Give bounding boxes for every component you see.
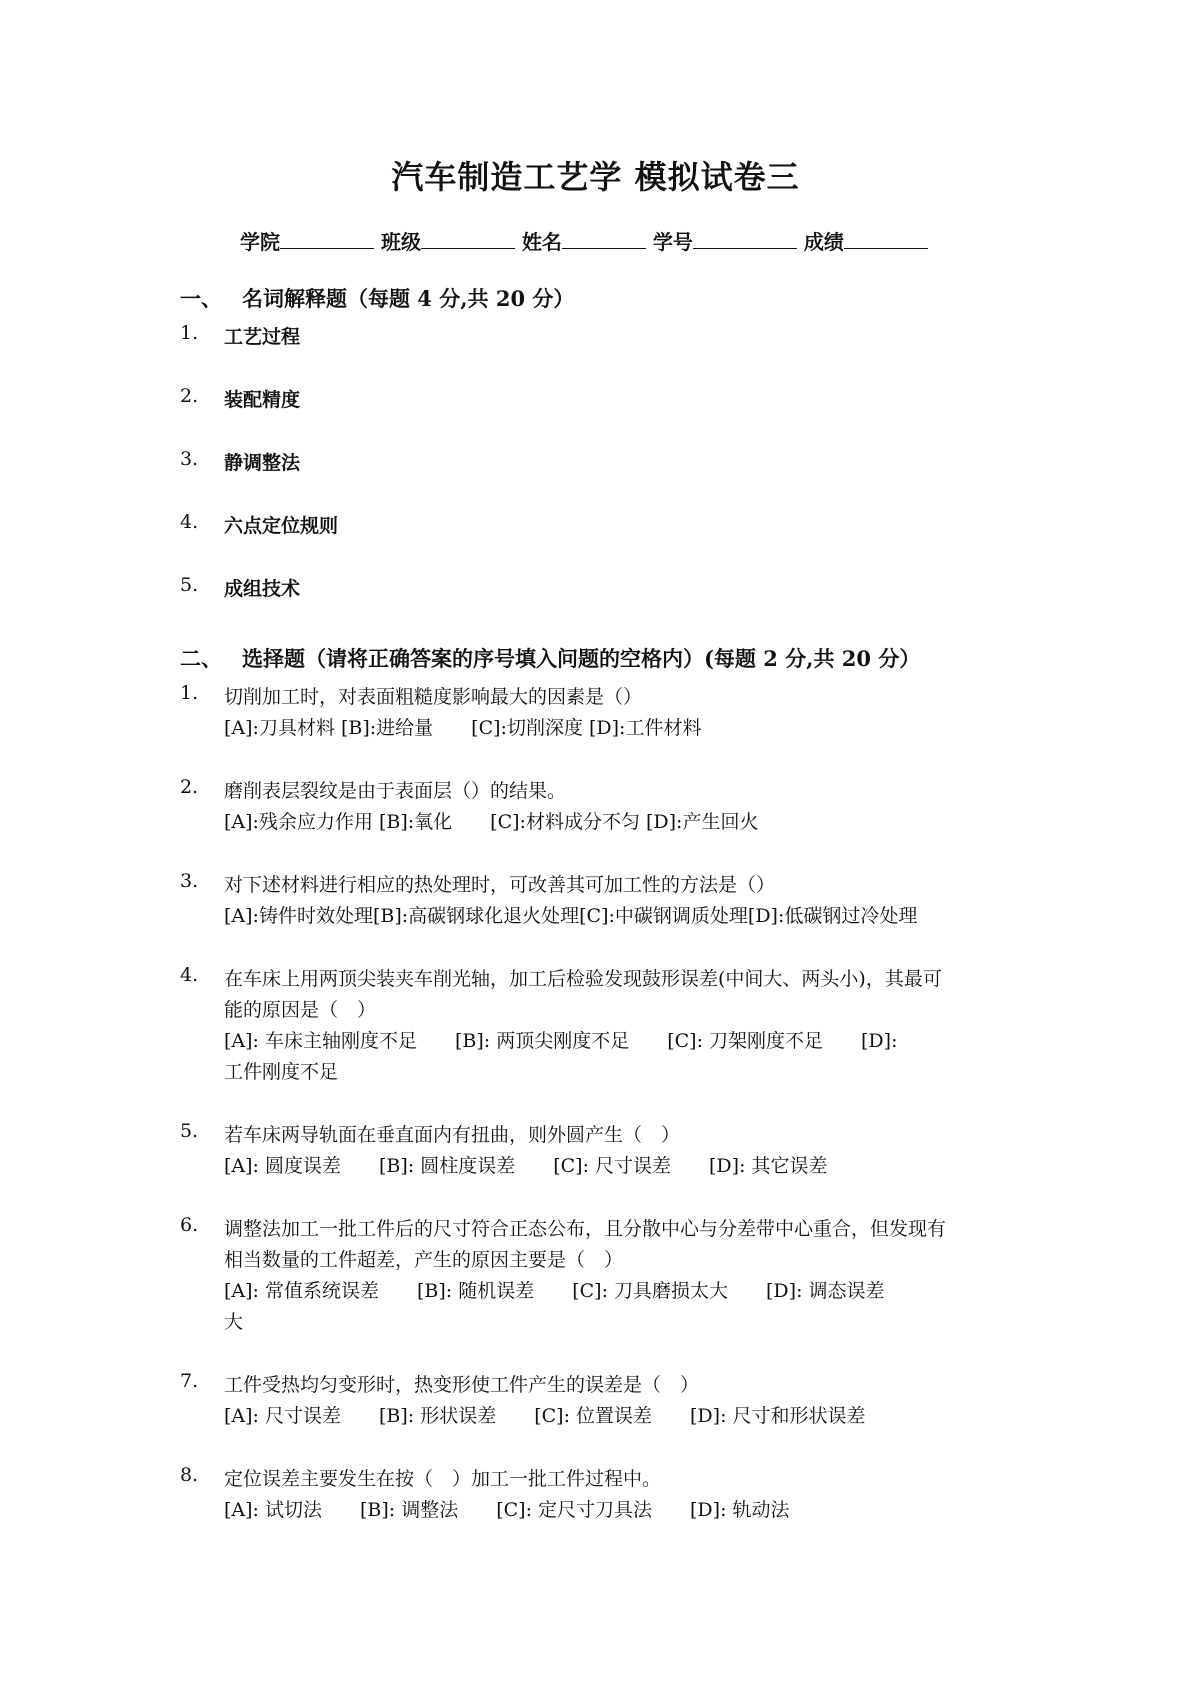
- question-index: 5.: [180, 1120, 199, 1142]
- section-2-title: 选择题（请将正确答案的序号填入问题的空格内）(每题 2 分,共 20 分）: [242, 646, 921, 671]
- question-text-line: 若车床两导轨面在垂直面内有扭曲，则外圆产生（ ）: [224, 1124, 681, 1146]
- question-options: [A]: 试切法 [B]: 调整法 [C]: 定尺寸刀具法 [D]: 轨动法: [224, 1499, 790, 1521]
- question-options: [A]:铸件时效处理[B]:高碳钢球化退火处理[C]:中碳钢调质处理[D]:低碳钢过冷处理: [224, 905, 918, 927]
- page-title: 汽车制造工艺学 模拟试卷三: [391, 158, 800, 196]
- term-text: 静调整法: [224, 452, 301, 474]
- college-blank[interactable]: [280, 230, 374, 249]
- question-body: [224, 1464, 790, 1526]
- student-info-line: [240, 226, 928, 255]
- term-text: 装配精度: [224, 389, 301, 411]
- question-body: [224, 682, 701, 744]
- score-label: 成绩: [803, 230, 844, 254]
- question-index: 8.: [180, 1464, 199, 1486]
- question-body: [224, 1370, 866, 1432]
- term-text: 六点定位规则: [224, 515, 339, 537]
- question-body: [224, 1120, 828, 1182]
- question-index: 1.: [180, 682, 199, 704]
- question-text-line: 磨削表层裂纹是由于表面层（）的结果。: [224, 780, 567, 802]
- student-id-label: 学号: [652, 230, 693, 254]
- question-options: [A]: 车床主轴刚度不足 [B]: 两顶尖刚度不足 [C]: 刀架刚度不足 [D]:: [224, 1030, 898, 1052]
- term-index: 5.: [180, 574, 199, 596]
- student-id-blank[interactable]: [693, 230, 797, 249]
- question-text-line: 工件受热均匀变形时，热变形使工件产生的误差是（ ）: [224, 1374, 700, 1396]
- class-blank[interactable]: [421, 230, 515, 249]
- question-options: [A]: 尺寸误差 [B]: 形状误差 [C]: 位置误差 [D]: 尺寸和形状误差: [224, 1405, 866, 1427]
- question-index: 4.: [180, 964, 199, 986]
- question-text-line: 大: [224, 1311, 244, 1333]
- question-options: [A]: 圆度误差 [B]: 圆柱度误差 [C]: 尺寸误差 [D]: 其它误差: [224, 1155, 828, 1177]
- question-body: [224, 776, 758, 838]
- question-text-line: 能的原因是（ ）: [224, 999, 377, 1021]
- question-text-line: 相当数量的工件超差，产生的原因主要是（ ）: [224, 1249, 624, 1271]
- section-1-title: 名词解释题（每题 4 分,共 20 分）: [242, 286, 575, 311]
- term-index: 2.: [180, 385, 199, 407]
- score-blank[interactable]: [844, 230, 928, 249]
- class-label: 班级: [380, 230, 421, 254]
- question-text-line: 对下述材料进行相应的热处理时，可改善其可加工性的方法是（）: [224, 874, 776, 896]
- question-body: [224, 870, 917, 932]
- name-blank[interactable]: [562, 230, 646, 249]
- question-body: [224, 964, 942, 1088]
- question-body: [224, 1214, 946, 1338]
- term-index: 4.: [180, 511, 199, 533]
- question-text-line: 切削加工时，对表面粗糙度影响最大的因素是（）: [224, 686, 643, 708]
- question-options: [A]:刀具材料 [B]:进给量 [C]:切削深度 [D]:工件材料: [224, 717, 702, 739]
- question-index: 3.: [180, 870, 199, 892]
- question-options: [A]: 常值系统误差 [B]: 随机误差 [C]: 刀具磨损太大 [D]: 调态误差: [224, 1280, 885, 1302]
- question-text-line: 工件刚度不足: [224, 1061, 339, 1083]
- question-index: 2.: [180, 776, 199, 798]
- section-2-heading: [180, 643, 920, 673]
- term-text: 成组技术: [224, 578, 301, 600]
- question-text-line: 在车床上用两顶尖装夹车削光轴，加工后检验发现鼓形误差(中间大、两头小)，其最可: [224, 968, 942, 990]
- question-index: 7.: [180, 1370, 199, 1392]
- section-1-heading: [180, 283, 574, 313]
- question-text-line: 调整法加工一批工件后的尺寸符合正态公布，且分散中心与分差带中心重合，但发现有: [224, 1218, 947, 1240]
- question-text-line: 定位误差主要发生在按（ ）加工一批工件过程中。: [224, 1468, 662, 1490]
- question-index: 6.: [180, 1214, 199, 1236]
- term-text: 工艺过程: [224, 326, 301, 348]
- question-options: [A]:残余应力作用 [B]:氧化 [C]:材料成分不匀 [D]:产生回火: [224, 811, 759, 833]
- term-index: 1.: [180, 322, 199, 344]
- term-index: 3.: [180, 448, 199, 470]
- section-2-number: 二、: [180, 646, 222, 671]
- name-label: 姓名: [521, 230, 562, 254]
- section-1-number: 一、: [180, 286, 222, 311]
- college-label: 学院: [240, 230, 280, 254]
